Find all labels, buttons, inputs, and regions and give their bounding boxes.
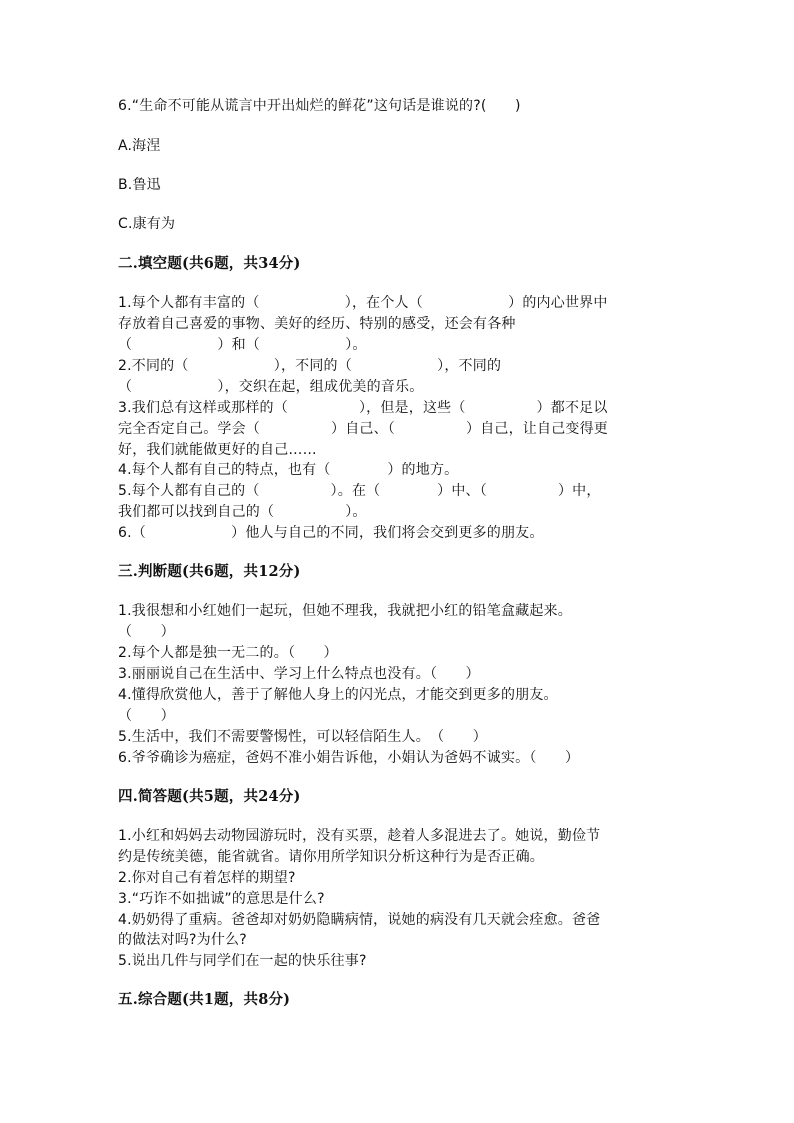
judge-line: 4.懂得欣赏他人，善于了解他人身上的闪光点，才能交到更多的朋友。 xyxy=(118,687,558,703)
mcq-option-c: C.康有为 xyxy=(118,216,176,232)
fill-line: 2.不同的（ ），不同的（ ），不同的 xyxy=(118,358,502,374)
short-line: 约是传统美德，能省就省。请你用所学知识分析这种行为是否正确。 xyxy=(118,849,544,865)
judge-line: （ ） xyxy=(118,708,175,724)
short-line: 1.小红和妈妈去动物园游玩时，没有买票，趁着人多混进去了。她说，勤俭节 xyxy=(118,828,601,844)
judge-line: （ ） xyxy=(118,624,175,640)
mcq-option-b: B.鲁迅 xyxy=(118,177,161,193)
fill-line: （ ）和（ ）。 xyxy=(118,337,367,353)
fill-line: 1.每个人都有丰富的（ ），在个人（ ）的内心世界中 xyxy=(118,295,608,311)
fill-line: 3.我们总有这样或那样的（ ），但是，这些（ ）都不足以 xyxy=(118,400,608,416)
fill-line: 4.每个人都有自己的特点，也有（ ）的地方。 xyxy=(118,462,459,478)
fill-line: 5.每个人都有自己的（ ）。在（ ）中、（ ）中， xyxy=(118,483,601,499)
section-heading-fill: 二.填空题(共6题，共34分) xyxy=(118,255,301,272)
section-heading-judge: 三.判断题(共6题，共12分) xyxy=(118,563,301,580)
mcq-question-6: 6.“生命不可能从谎言中开出灿烂的鲜花”这句话是谁说的?( ) xyxy=(118,98,521,114)
judge-line: 2.每个人都是独一无二的。（ ） xyxy=(118,645,338,661)
fill-line: （ ），交织在起，组成优美的音乐。 xyxy=(118,379,424,395)
short-line: 3.“巧诈不如拙诚”的意思是什么? xyxy=(118,891,325,907)
fill-line: 好，我们就能做更好的自己…… xyxy=(118,442,317,458)
judge-line: 1.我很想和小红她们一起玩，但她不理我，我就把小红的铅笔盒藏起来。 xyxy=(118,603,572,619)
judge-line: 3.丽丽说自己在生活中、学习上什么特点也没有。（ ） xyxy=(118,666,480,682)
fill-line: 6.（ ）他人与自己的不同，我们将会交到更多的朋友。 xyxy=(118,525,544,541)
short-line: 的做法对吗?为什么? xyxy=(118,932,247,948)
fill-line: 完全否定自己。学会（ ）自己、（ ）自己，让自己变得更 xyxy=(118,421,608,437)
fill-line: 我们都可以找到自己的（ ）。 xyxy=(118,504,367,520)
short-line: 4.奶奶得了重病。爸爸却对奶奶隐瞒病情，说她的病没有几天就会痊愈。爸爸 xyxy=(118,912,601,928)
section-heading-short: 四.简答题(共5题，共24分) xyxy=(118,788,301,805)
judge-line: 6.爷爷确诊为癌症，爸妈不准小娟告诉他，小娟认为爸妈不诚实。（ ） xyxy=(118,750,580,766)
section-heading-comp: 五.综合题(共1题，共8分) xyxy=(118,991,291,1008)
short-line: 2.你对自己有着怎样的期望? xyxy=(118,870,296,886)
judge-line: 5.生活中，我们不需要警惕性，可以轻信陌生人。 （ ） xyxy=(118,729,487,745)
short-line: 5.说出几件与同学们在一起的快乐往事? xyxy=(118,953,367,969)
mcq-option-a: A.海涅 xyxy=(118,138,161,154)
fill-line: 存放着自己喜爱的事物、美好的经历、特别的感受，还会有各种 xyxy=(118,316,516,332)
